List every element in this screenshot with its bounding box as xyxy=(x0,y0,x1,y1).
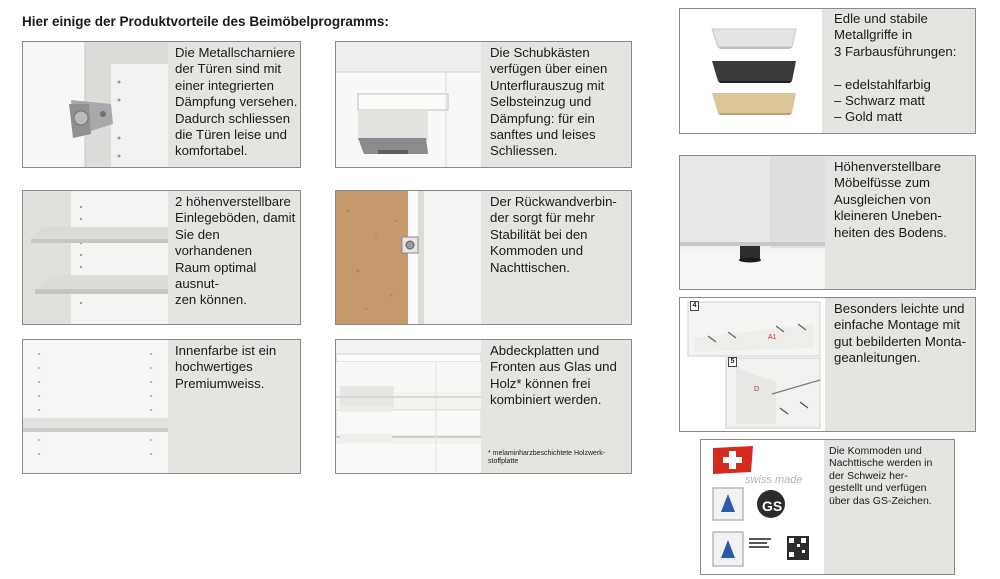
tops-footnote: * melaminharzbeschichtete Holzwerk- stoffplatte xyxy=(488,450,606,465)
interior-text: Innenfarbe ist ein hochwertiges Premiumweiss. xyxy=(175,343,277,391)
interior-image xyxy=(23,340,168,473)
handles-image xyxy=(680,9,822,133)
shelves-text: 2 höhenverstellbare Einlegeböden, damit Sie den vorhandenen Raum optimal ausnut- zen können. xyxy=(175,194,296,308)
hinge-image xyxy=(23,42,168,167)
shelves-card xyxy=(22,190,301,325)
assembly-step-4: 4 xyxy=(690,301,699,311)
handles-text: Edle und stabile Metallgriffe in 3 Farbausführungen: – edelstahlfarbig – Schwarz matt – Gold matt xyxy=(834,11,957,125)
feet-image xyxy=(680,156,825,289)
swiss-text: Die Kommoden und Nachttische werden in der Schweiz her- gestellt und verfügen über das GS-Zeichen. xyxy=(829,445,933,507)
drawer-text: Die Schubkästen verfügen über einen Unterflurauszug mit Selbsteinzug und Dämpfung: für ein sanftes und leises Schliessen. xyxy=(490,45,608,159)
assembly-text: Besonders leichte und einfache Montage mit gut bebilderten Monta- geanleitungen. xyxy=(834,301,966,366)
backpanel-card xyxy=(335,190,632,325)
assembly-label-a1: A1 xyxy=(768,334,777,341)
drawer-image xyxy=(336,42,481,167)
tops-card xyxy=(335,339,632,474)
swiss-made-label: swiss made xyxy=(745,474,803,486)
backpanel-text: Der Rückwandverbin- der sorgt für mehr Stabilität bei den Kommoden und Nachttischen. xyxy=(490,194,617,275)
assembly-card xyxy=(679,297,976,432)
feet-card xyxy=(679,155,976,290)
drawer-card xyxy=(335,41,632,168)
assembly-step-5: 5 xyxy=(728,357,737,367)
handle-black-swatch xyxy=(712,61,796,81)
assembly-label-d: D xyxy=(754,386,760,393)
page-heading: Hier einige der Produktvorteile des Beimöbelprogramms: xyxy=(22,14,389,29)
hinge-text: Die Metallscharniere der Türen sind mit einer integrierten Dämpfung versehen. Dadurch schliessen die Türen leise und komfortabel. xyxy=(175,45,298,159)
shelves-image xyxy=(23,191,168,324)
gs-mark: GS xyxy=(762,498,783,514)
tops-text: Abdeckplatten und Fronten aus Glas und Holz* können frei kombiniert werden. xyxy=(490,343,617,408)
hinge-card xyxy=(22,41,301,168)
assembly-image xyxy=(680,298,825,431)
handles-card xyxy=(679,8,976,134)
tops-image xyxy=(336,340,481,473)
swiss-card xyxy=(700,439,955,575)
backpanel-image xyxy=(336,191,481,324)
handle-steel-swatch xyxy=(712,29,796,47)
feet-text: Höhenverstellbare Möbelfüsse zum Ausgleichen von kleineren Uneben- heiten des Bodens. xyxy=(834,159,947,240)
interior-card xyxy=(22,339,301,474)
handle-gold-swatch xyxy=(712,93,796,113)
